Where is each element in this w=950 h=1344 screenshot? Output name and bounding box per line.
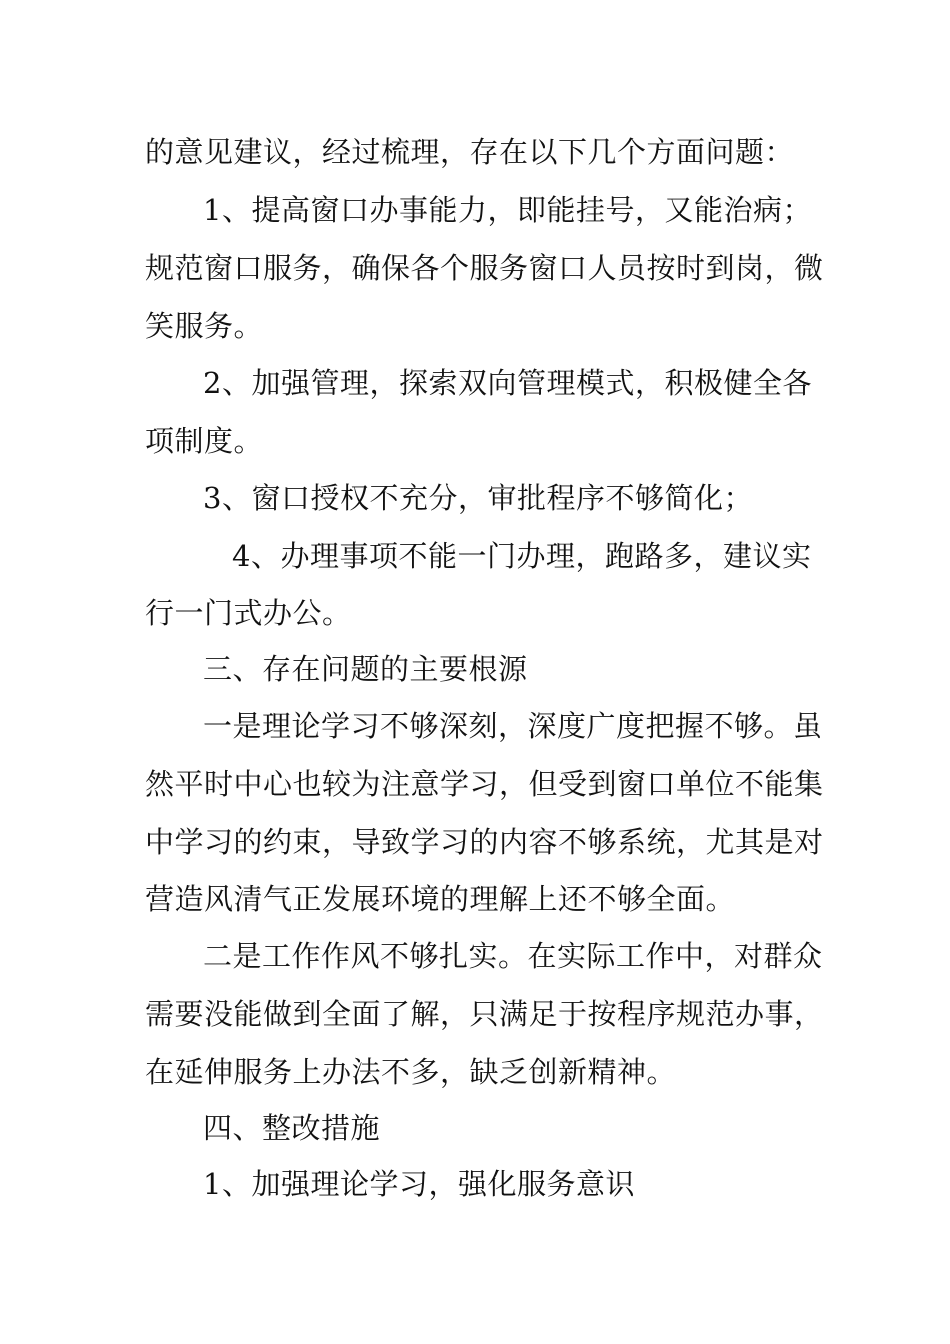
paragraph-line: 二是工作作风不够扎实。在实际工作中，对群众 (203, 939, 823, 973)
paragraph-line: 然平时中心也较为注意学习，但受到窗口单位不能集 (145, 767, 824, 801)
list-item-2-line: 2、加强管理，探索双向管理模式，积极健全各 (203, 366, 812, 400)
paragraph-line: 行一门式办公。 (145, 596, 352, 630)
section-heading-4: 四、整改措施 (203, 1111, 381, 1145)
list-item-4-line: 4、办理事项不能一门办理，跑路多，建议实 (232, 539, 812, 573)
paragraph-line: 规范窗口服务，确保各个服务窗口人员按时到岗，微 (145, 251, 824, 285)
paragraph-line: 需要没能做到全面了解，只满足于按程序规范办事， (145, 997, 824, 1031)
section-heading-3: 三、存在问题的主要根源 (203, 652, 528, 686)
subsection-heading-1: 1、加强理论学习，强化服务意识 (203, 1167, 635, 1201)
paragraph-line: 中学习的约束，导致学习的内容不够系统，尤其是对 (145, 825, 824, 859)
paragraph-line: 项制度。 (145, 424, 264, 458)
paragraph-line: 营造风清气正发展环境的理解上还不够全面。 (145, 882, 736, 916)
paragraph-line: 在延伸服务上办法不多，缺乏创新精神。 (145, 1055, 677, 1089)
list-item-3-line: 3、窗口授权不充分，审批程序不够简化； (203, 481, 753, 515)
paragraph-line: 的意见建议，经过梳理，存在以下几个方面问题： (145, 135, 795, 169)
list-item-1-line: 1、提高窗口办事能力，即能挂号，又能治病； (203, 193, 812, 227)
paragraph-line: 笑服务。 (145, 309, 264, 343)
paragraph-line: 一是理论学习不够深刻，深度广度把握不够。虽 (203, 709, 823, 743)
